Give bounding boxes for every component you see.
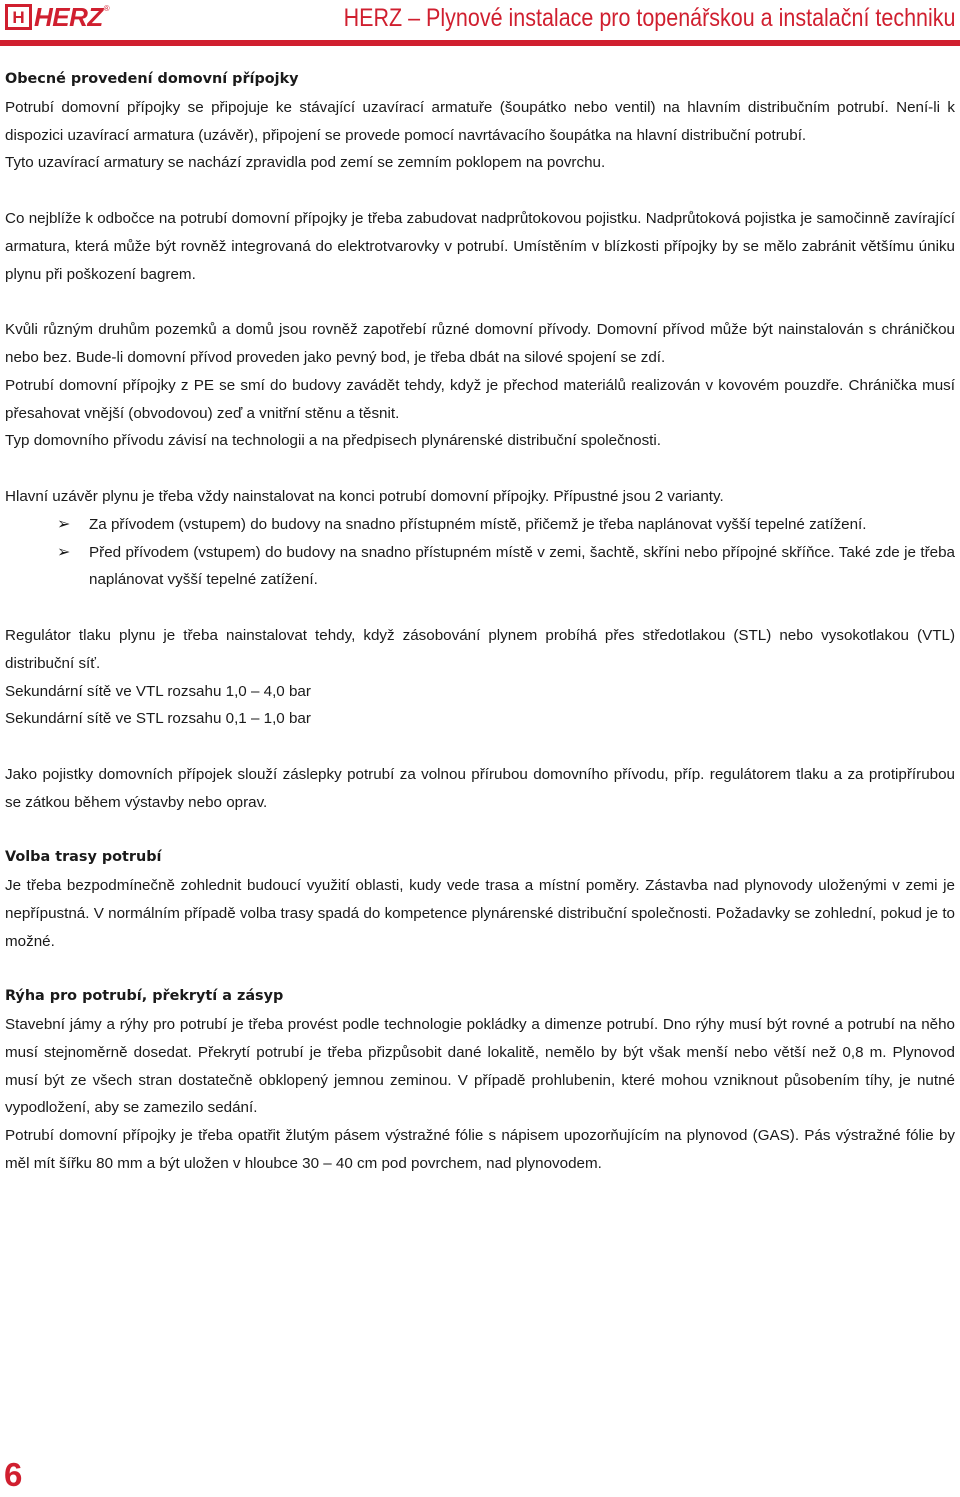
section-trench (5, 983, 955, 1178)
spacer (5, 817, 955, 845)
spacer (5, 288, 955, 316)
paragraph: Kvůli různým druhům pozemků a domů jsou rovněž zapotřebí různé domovní přívody. Domovní přívod může být nainstalován s chráničkou nebo bez. Bude-li domovní přívod proveden jako pevný bod, je třeba dbát na silové spojení se zdí. (5, 321, 955, 366)
spacer (5, 455, 955, 483)
paragraph: Jako pojistky domovních přípojek slouží záslepky potrubí za volnou přírubou domovního přívodu, příp. regulátorem tlaku a za protipřírubou se zátkou během výstavby nebo oprav. (5, 765, 955, 811)
paragraph: Potrubí domovní přípojky z PE se smí do budovy zavádět tehdy, když je přechod materiálů realizován v kovovém pouzdře. Chránička musí přesahovat vnější (obvodovou) zeď a vnitřní stěnu a těsnit. (5, 376, 955, 422)
spacer (5, 594, 955, 622)
section-route (5, 844, 955, 955)
list-item (5, 539, 955, 595)
paragraph: Tyto uzavírací armatury se nachází zpravidla pod zemí se zemním poklopem na povrchu. (5, 154, 606, 172)
header-divider (0, 40, 960, 46)
herz-logo (5, 4, 110, 30)
registered-mark: ® (103, 4, 110, 13)
section-heading-route: Volba trasy potrubí (5, 849, 162, 866)
section-heading-trench: Rýha pro potrubí, překrytí a zásyp (5, 988, 284, 1005)
paragraph: Potrubí domovní přípojky je třeba opatřit žlutým pásem výstražné fólie s nápisem upozorňujícím na plynovod (GAS). Pás výstražné fólie by měl mít šířku 80 mm a být uložen v hloubce 30 – 40 cm pod povrchem, nad plynovodem. (5, 1127, 955, 1173)
paragraph: Regulátor tlaku plynu je třeba nainstalovat tehdy, když zásobování plynem probíhá přes středotlakou (STL) nebo vysokotlakou (VTL) distribuční síť. (5, 626, 955, 672)
herz-logo-mark-icon: H (5, 4, 32, 30)
list-item-text: Za přívodem (vstupem) do budovy na snadno přístupném místě, přičemž je třeba naplánovat vyšší tepelné zatížení. (89, 515, 867, 533)
paragraph: Potrubí domovní přípojky se připojuje ke stávající uzavírací armatuře (šoupátko nebo ventil) na hlavním distribučním potrubí. Není-li k dispozici uzavírací armatura (uzávěr), připojení se provede pomocí navrtávacího šoupátka na hlavní distribuční potrubí. (5, 98, 955, 144)
paragraph: Typ domovního přívodu závisí na technologii a na předpisech plynárenské distribuční společnosti. (5, 432, 661, 450)
herz-logo-text: HERZ (34, 2, 103, 32)
paragraph: Sekundární sítě ve VTL rozsahu 1,0 – 4,0 bar (5, 682, 311, 700)
section-heading-general: Obecné provedení domovní přípojky (5, 71, 299, 87)
list-item-text: Před přívodem (vstupem) do budovy na snadno přístupném místě v zemi, šachtě, skříni nebo přípojné skříňce. Také zde je třeba naplánovat vyšší tepelné zatížení. (89, 543, 955, 589)
document-body (5, 66, 955, 1178)
section-general (5, 66, 955, 817)
spacer (5, 177, 955, 205)
paragraph: Sekundární sítě ve STL rozsahu 0,1 – 1,0 bar (5, 710, 311, 728)
arrowhead-bullet-icon: ➢ (57, 543, 71, 561)
spacer (5, 733, 955, 761)
arrowhead-bullet-icon: ➢ (57, 515, 71, 533)
spacer (5, 956, 955, 984)
paragraph: Je třeba bezpodmínečně zohlednit budoucí využití oblasti, kudy vede trasa a místní poměry. Zástavba nad plynovody uloženými v zemi je nepřípustná. V normálním případě volba trasy spadá do kompetence plynárenské distribuční společnosti. Požadavky se zohlední, pokud je to možné. (5, 877, 955, 950)
paragraph: Co nejblíže k odbočce na potrubí domovní přípojky je třeba zabudovat nadprůtokovou pojistku. Nadprůtoková pojistka je samočinně zavírající armatura, která může být rovněž integrovaná do elektrotvarovky v potrubí. Umístěním v blízkosti přípojky by se mělo zabránit většímu úniku plynu při poškození bagrem. (5, 209, 955, 283)
variant-list (5, 511, 955, 594)
paragraph: Stavební jámy a rýhy pro potrubí je třeba provést podle technologie pokládky a dimenze potrubí. Dno rýhy musí být rovné a potrubí na něho musí stejnoměrně dosedat. Překrytí potrubí je třeba přizpůsobit dané lokalitě, nemělo by být však menší nebo větší než 0,8 m. Plynovod musí být ze všech stran dostatečně obklopený jemnou zeminou. V případě prohlubenin, které mohou vzniknout působením tíhy, je nutné vypodložení, aby se zamezilo sedání. (5, 1016, 955, 1117)
list-item (5, 511, 955, 539)
header-title: HERZ – Plynové instalace pro topenářskou a instalační techniku (343, 4, 955, 32)
page-number: 6 (4, 1456, 23, 1493)
page-header (0, 0, 960, 52)
paragraph: Hlavní uzávěr plynu je třeba vždy nainstalovat na konci potrubí domovní přípojky. Přípustné jsou 2 varianty. (5, 487, 724, 505)
